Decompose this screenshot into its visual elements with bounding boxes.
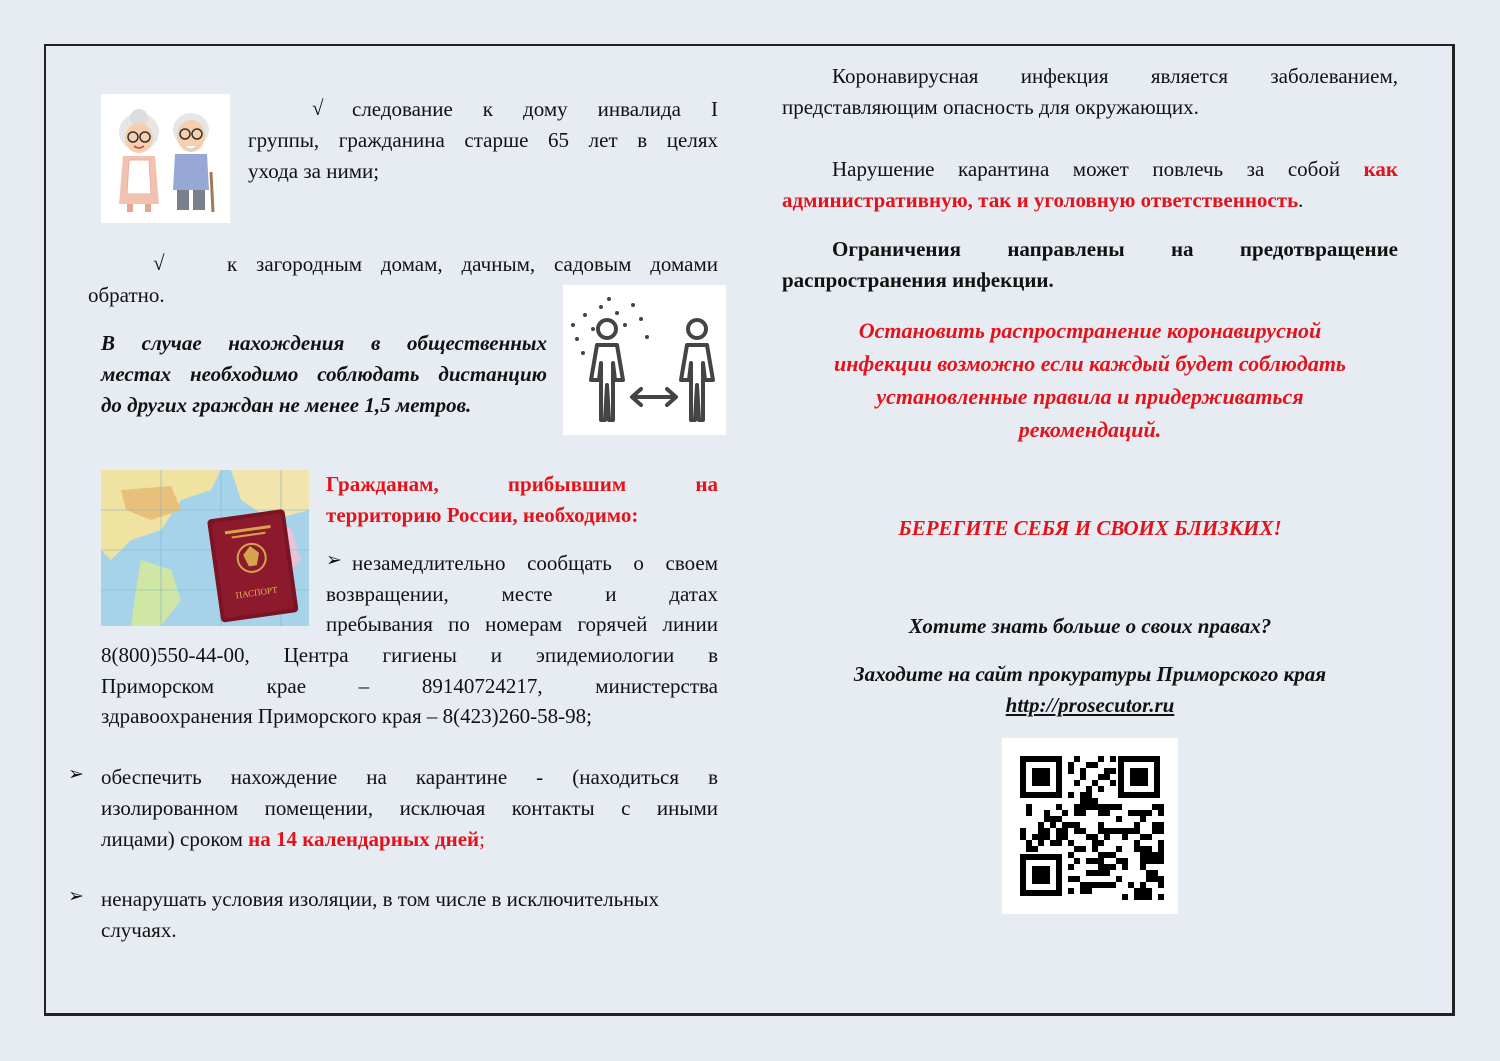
qr-code[interactable] <box>1002 738 1178 914</box>
bullet-arrow-icon: ➢ <box>326 550 342 571</box>
item1-line-5: Приморском крае – 89140724217, министерства <box>101 674 718 698</box>
elderly-line-3: ухода за ними; <box>248 159 380 183</box>
elderly-line-2: группы, гражданина старше 65 лет в целях <box>248 128 718 152</box>
call-to-action-3: установленные правила и придерживаться <box>876 384 1304 409</box>
social-distance-icon <box>563 285 726 435</box>
bullet-arrow-icon: ➢ <box>68 764 84 785</box>
item2-line-3-start: лицами) сроком <box>101 827 249 851</box>
distance-line-3: до других граждан не менее 1,5 метров. <box>101 393 472 417</box>
care-slogan: БЕРЕГИТЕ СЕБЯ И СВОИХ БЛИЗКИХ! <box>898 516 1282 540</box>
right-p3-line-1: Ограничения направлены на предотвращение <box>832 237 1398 261</box>
elderly-couple-illustration <box>101 94 230 223</box>
arrivals-heading-1: Гражданам, прибывшим на <box>326 472 718 496</box>
distance-line-1: В случае нахождения в общественных <box>101 331 547 355</box>
passport-label: ПАСПОРТ <box>235 584 279 601</box>
right-p2-line-2 <box>782 185 1303 216</box>
rights-question: Хотите знать больше о своих правах? <box>908 614 1272 638</box>
item1-line-2: возвращении, месте и датах <box>326 582 718 606</box>
right-p3-line-2: распространения инфекции. <box>782 268 1054 292</box>
checkmark: √ <box>312 96 324 120</box>
distance-line-2: местах необходимо соблюдать дистанцию <box>101 362 547 386</box>
site-invite: Заходите на сайт прокуратуры Приморского края <box>853 662 1327 686</box>
right-p2-red-start: как <box>1363 157 1398 181</box>
call-to-action-1: Остановить распространение коронавирусной <box>858 318 1322 343</box>
item2-line-2: изолированном помещении, исключая контакты с иными <box>101 796 718 820</box>
elderly-line-1: следование к дому инвалида I <box>352 97 718 121</box>
right-p2-start: Нарушение карантина может повлечь за собой <box>832 157 1364 181</box>
item1-line-6: здравоохранения Приморского края – 8(423)260-58-98; <box>101 704 592 728</box>
right-p1-line-2: представляющим опасность для окружающих. <box>782 95 1199 119</box>
item2-line-1: обеспечить нахождение на карантине - (находиться в <box>101 765 718 789</box>
world-map-passport-photo <box>101 470 309 626</box>
responsibility-text: административную, так и уголовную ответственность <box>782 188 1299 212</box>
item1-line-1: незамедлительно сообщать о своем <box>352 551 718 575</box>
item3-line-2: случаях. <box>101 918 177 942</box>
bullet-arrow-icon: ➢ <box>68 886 84 907</box>
item3-line-1: ненарушать условия изоляции, в том числе в исключительных <box>101 887 660 911</box>
call-to-action-2: инфекции возможно если каждый будет соблюдать <box>834 351 1346 376</box>
dacha-line-2: обратно. <box>88 283 165 307</box>
right-p1-line-1: Коронавирусная инфекция является заболеванием, <box>832 64 1398 88</box>
item2-line-3-end: ; <box>479 827 485 851</box>
quarantine-days: на 14 календарных дней <box>248 827 480 851</box>
checkmark: √ <box>153 251 165 275</box>
item2-line-3 <box>101 824 485 855</box>
right-p2-end: . <box>1298 188 1304 212</box>
item1-line-4: 8(800)550-44-00, Центра гигиены и эпидемиологии в <box>101 643 718 667</box>
arrivals-heading-2: территорию России, необходимо: <box>326 503 639 527</box>
call-to-action-4: рекомендаций. <box>1018 417 1162 442</box>
dacha-line-1: к загородным домам, дачным, садовым домами <box>227 252 718 276</box>
site-link[interactable]: http://prosecutor.ru <box>1005 693 1175 717</box>
right-p2-line-1 <box>832 154 1398 185</box>
item1-line-3: пребывания по номерам горячей линии <box>326 612 718 636</box>
